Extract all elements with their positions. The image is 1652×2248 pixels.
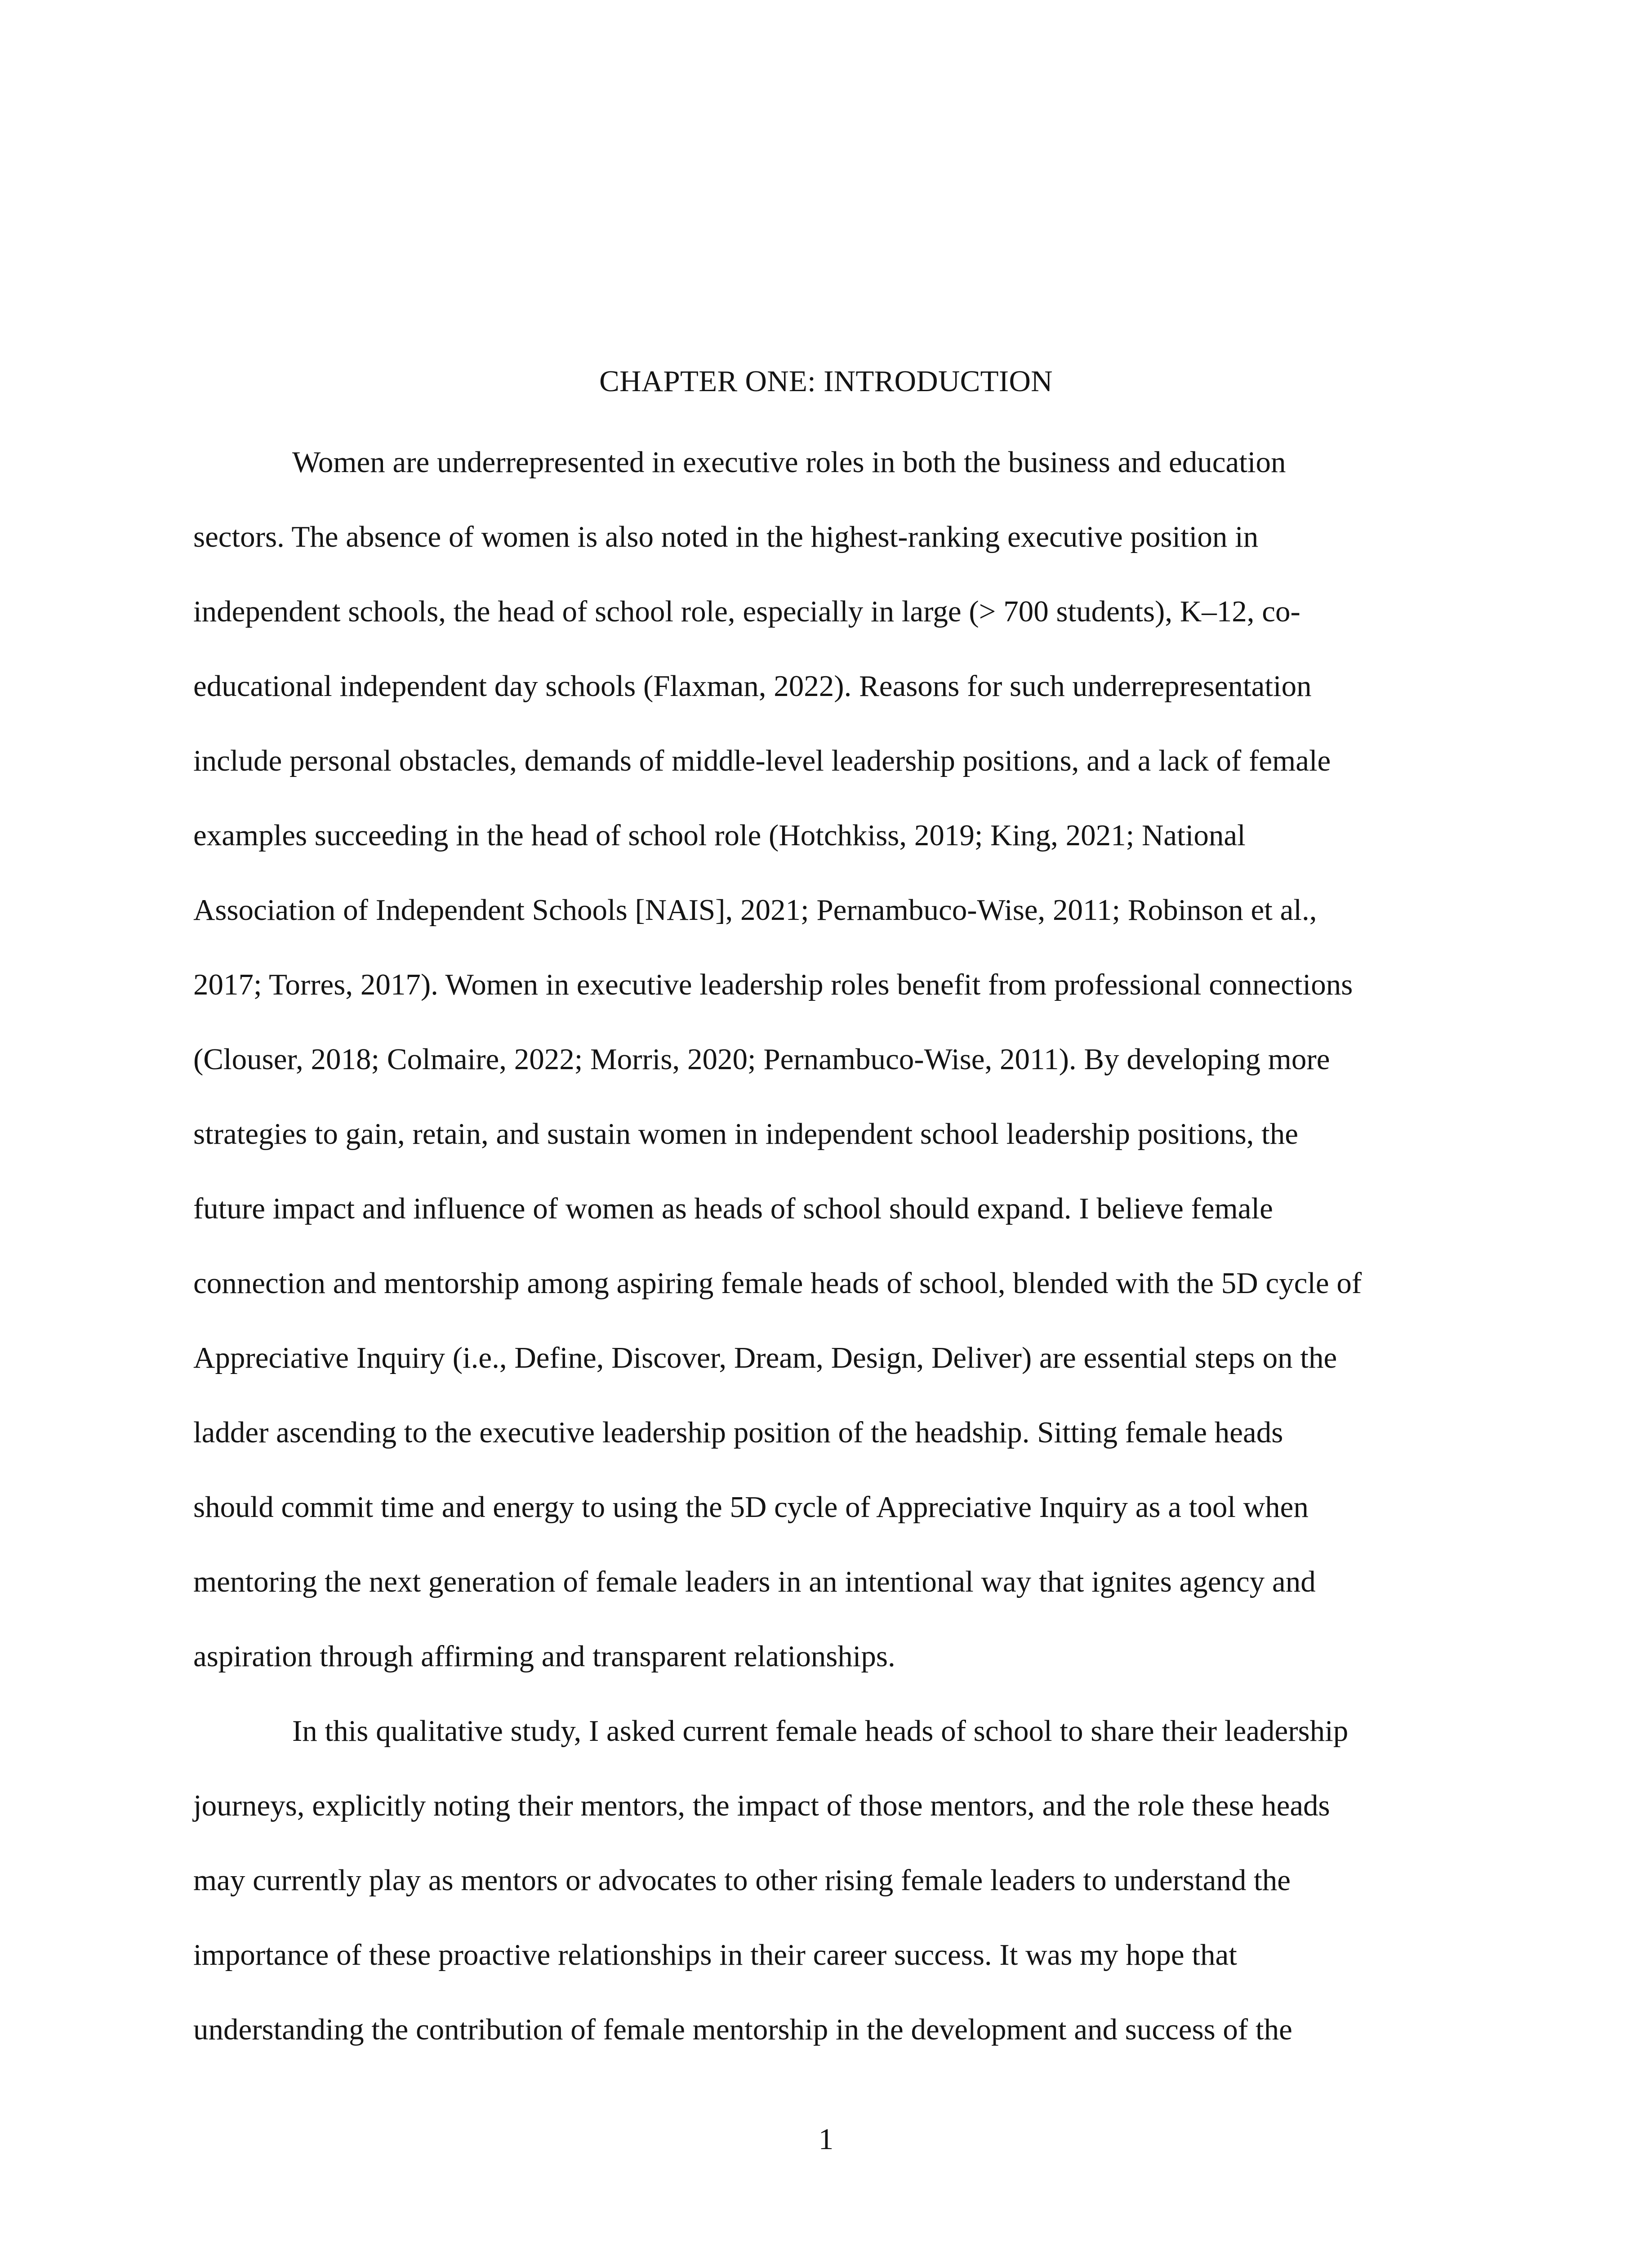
paragraph-line: should commit time and energy to using the 5D cycle of Appreciative Inquiry as a tool when: [193, 1490, 1309, 1524]
paragraph-line: In this qualitative study, I asked current female heads of school to share their leadership: [292, 1714, 1349, 1748]
paragraph-line: future impact and influence of women as heads of school should expand. I believe female: [193, 1192, 1273, 1225]
paragraph-line: (Clouser, 2018; Colmaire, 2022; Morris, 2020; Pernambuco-Wise, 2011). By developing more: [193, 1043, 1330, 1076]
chapter-title: CHAPTER ONE: INTRODUCTION: [599, 365, 1053, 398]
paragraph-line: examples succeeding in the head of school role (Hotchkiss, 2019; King, 2021; National: [193, 819, 1246, 852]
paragraph-line: aspiration through affirming and transparent relationships.: [193, 1640, 895, 1673]
paragraph-line: may currently play as mentors or advocates to other rising female leaders to understand the: [193, 1864, 1291, 1897]
paragraph-line: importance of these proactive relationships in their career success. It was my hope that: [193, 1938, 1237, 1971]
paragraph-line: mentoring the next generation of female leaders in an intentional way that ignites agency and: [193, 1565, 1316, 1598]
paragraph-line: connection and mentorship among aspiring female heads of school, blended with the 5D cycle of: [193, 1267, 1362, 1300]
paragraph-line: understanding the contribution of female mentorship in the development and success of the: [193, 2013, 1292, 2046]
paragraph-line: educational independent day schools (Flaxman, 2022). Reasons for such underrepresentation: [193, 669, 1312, 703]
paragraph-line: include personal obstacles, demands of middle-level leadership positions, and a lack of female: [193, 744, 1331, 777]
paragraph-line: Association of Independent Schools [NAIS], 2021; Pernambuco-Wise, 2011; Robinson et al.,: [193, 893, 1317, 927]
page-number: 1: [818, 2123, 834, 2156]
paragraph-line: 2017; Torres, 2017). Women in executive leadership roles benefit from professional connections: [193, 968, 1353, 1001]
paragraph-line: Appreciative Inquiry (i.e., Define, Discover, Dream, Design, Deliver) are essential steps on the: [193, 1341, 1337, 1374]
paragraph-line: strategies to gain, retain, and sustain women in independent school leadership positions, the: [193, 1117, 1298, 1151]
paragraph-line: independent schools, the head of school role, especially in large (> 700 students), K–12, co-: [193, 595, 1300, 628]
paragraph-line: sectors. The absence of women is also noted in the highest-ranking executive position in: [193, 520, 1259, 553]
paragraph-line: ladder ascending to the executive leadership position of the headship. Sitting female heads: [193, 1416, 1283, 1449]
paragraph-line: Women are underrepresented in executive roles in both the business and education: [292, 446, 1286, 479]
paragraph-line: journeys, explicitly noting their mentors, the impact of those mentors, and the role these heads: [193, 1789, 1330, 1822]
